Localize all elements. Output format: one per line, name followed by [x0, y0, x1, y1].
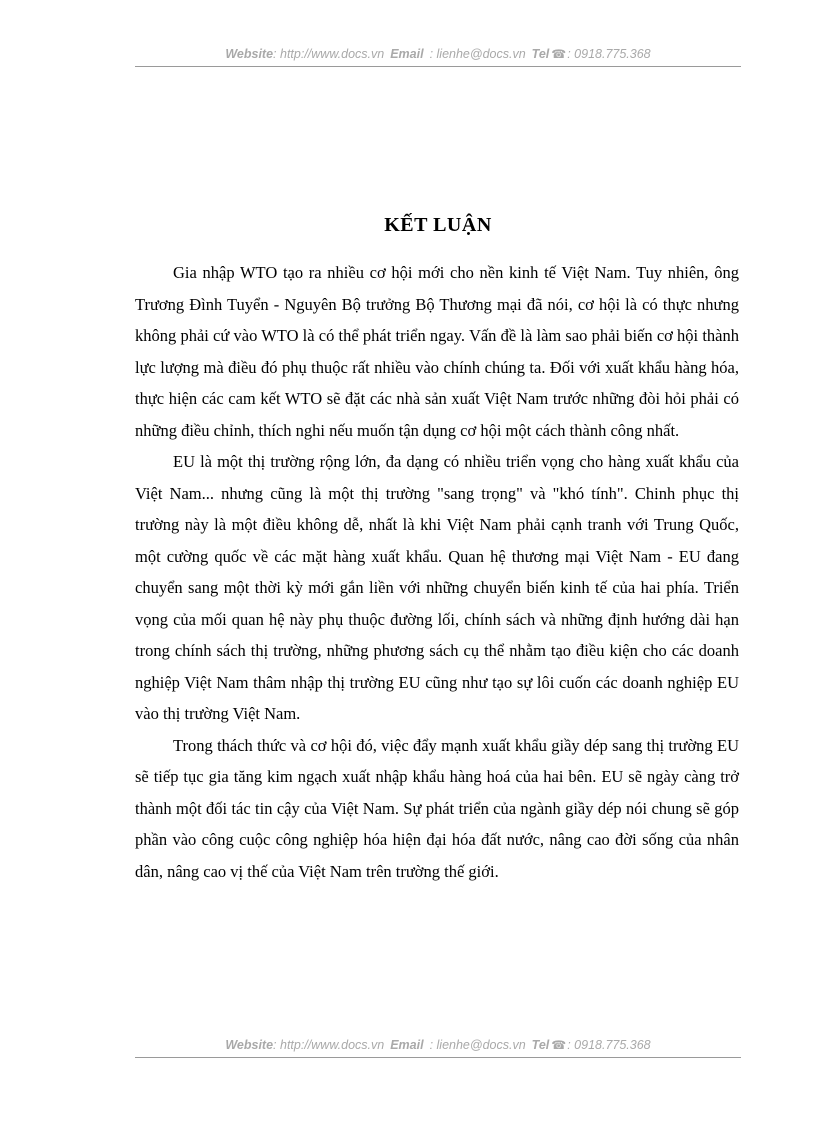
paragraph-3: Trong thách thức và cơ hội đó, việc đẩy mạnh xuất khẩu giầy dép sang thị trường EU sẽ tiếp tục gia tăng kim ngạch xuất nhập khẩu hàng hoá của hai bên. EU sẽ ngày càng trở thành một đối tác tin cậy của Việt Nam. Sự phát triển của ngành giầy dép nói chung sẽ góp phần vào công cuộc công nghiệp hóa hiện đại hóa đất nước, nâng cao đời sống của nhân dân, nâng cao vị thế của Việt Nam trên trường thế giới.: [135, 735, 739, 881]
header-tel-value: : 0918.775.368: [567, 47, 651, 61]
footer-website-label: Website: [225, 1038, 274, 1052]
footer-website-link[interactable]: : http://www.docs.vn: [273, 1038, 385, 1052]
footer-tel-value: : 0918.775.368: [567, 1038, 651, 1052]
page-header: [135, 47, 741, 67]
header-tel-label: Tel: [531, 47, 550, 61]
footer-email-label: Email: [390, 1038, 424, 1052]
header-email-label: Email: [390, 47, 424, 61]
paragraph-2: EU là một thị trường rộng lớn, đa dạng có nhiều triển vọng cho hàng xuất khẩu của Việt Nam... nhưng cũng là một thị trường "sang trọng" và "khó tính". Chinh phục thị trường này là một điều không dễ, nhất là khi Việt Nam phải cạnh tranh với Trung Quốc, một cường quốc về các mặt hàng xuất khẩu. Quan hệ thương mại Việt Nam - EU đang chuyển sang một thời kỳ mới gắn liền với những chuyển biến kinh tế của hai phía. Triển vọng của mối quan hệ này phụ thuộc đường lối, chính sách và những định hướng dài hạn trong chính sách thị trường, những phương sách cụ thể nhằm tạo điều kiện cho các doanh nghiệp Việt Nam thâm nhập thị trường EU cũng như tạo sự lôi cuốn các doanh nghiệp EU vào thị trường Việt Nam.: [135, 452, 739, 723]
header-email-link[interactable]: : lienhe@docs.vn: [429, 47, 526, 61]
footer-tel-label: Tel: [531, 1038, 550, 1052]
header-website-link[interactable]: : http://www.docs.vn: [273, 47, 385, 61]
phone-icon: ☎: [551, 47, 567, 61]
phone-icon: ☎: [551, 1038, 567, 1052]
document-body: [135, 257, 739, 887]
paragraph-1: Gia nhập WTO tạo ra nhiều cơ hội mới cho nền kinh tế Việt Nam. Tuy nhiên, ông Trương Đình Tuyển - Nguyên Bộ trưởng Bộ Thương mại đã nói, cơ hội là có thực nhưng không phải cứ vào WTO là có thể phát triển ngay. Vấn đề là làm sao phải biến cơ hội thành lực lượng mà điều đó phụ thuộc rất nhiều vào chính chúng ta. Đối với xuất khẩu hàng hóa, thực hiện các cam kết WTO sẽ đặt các nhà sản xuất Việt Nam trước những đòi hỏi phải có những điều chỉnh, thích nghi nếu muốn tận dụng cơ hội một cách thành công nhất.: [135, 263, 739, 440]
header-website-label: Website: [225, 47, 274, 61]
page-title: KẾT LUẬN: [384, 214, 492, 236]
page-footer: [135, 1038, 741, 1058]
footer-email-link[interactable]: : lienhe@docs.vn: [429, 1038, 526, 1052]
